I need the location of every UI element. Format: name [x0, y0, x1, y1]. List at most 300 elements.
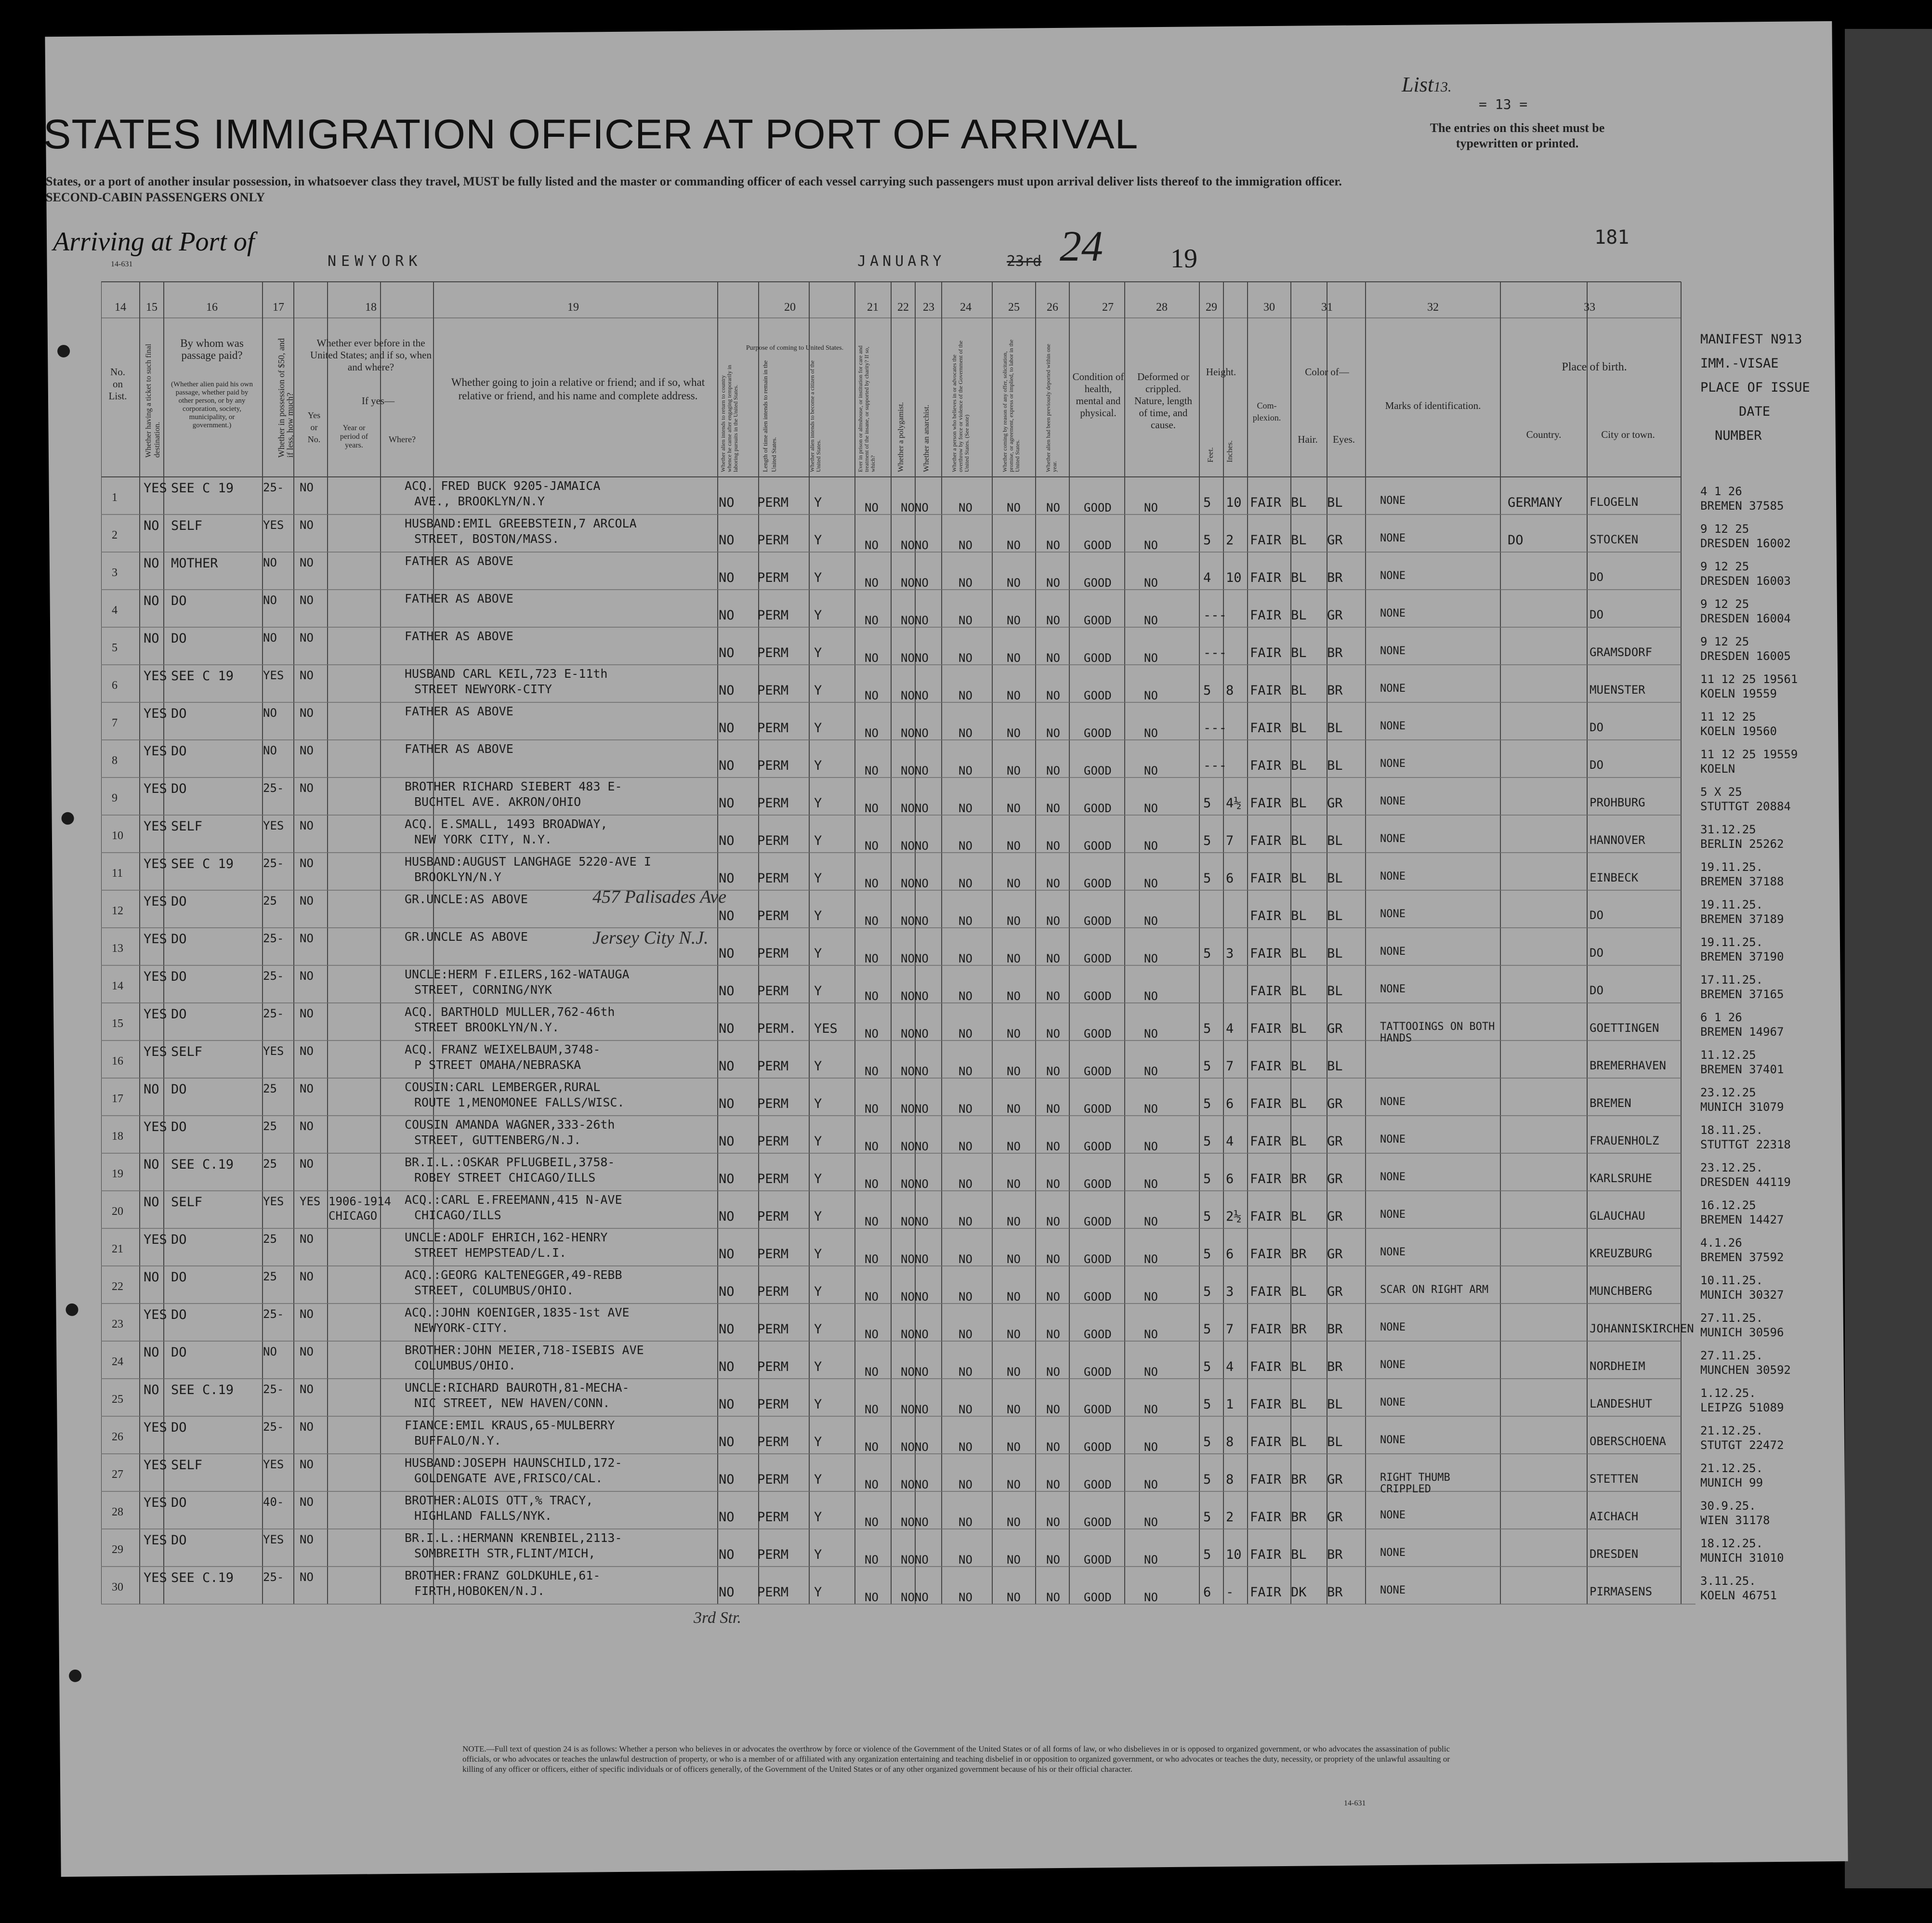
- polygamist-anarchist-value: NONO: [901, 1515, 929, 1529]
- health-value: GOOD: [1084, 1102, 1112, 1116]
- height-inches-value: 4: [1226, 1134, 1234, 1149]
- deformed-value: NO: [1144, 1440, 1158, 1454]
- question-26-value: NO: [1046, 726, 1060, 740]
- eyes-value: BR: [1327, 645, 1343, 660]
- ticket-value: YES: [144, 1044, 167, 1059]
- passage-paid-value: DO: [171, 1082, 187, 1097]
- complexion-value: FAIR: [1250, 495, 1282, 510]
- purpose-citizen-value: Y: [814, 608, 822, 623]
- relative-line-1: BR.I.L.:OSKAR PFLUGBEIL,3758-: [405, 1155, 615, 1169]
- question-26-value: NO: [1046, 1177, 1060, 1191]
- page-edge-strip: [1845, 29, 1932, 1888]
- question-26-value: NO: [1046, 576, 1060, 590]
- hair-value: DK: [1291, 1585, 1307, 1600]
- passage-paid-value: SELF: [171, 1044, 203, 1059]
- health-value: GOOD: [1084, 539, 1112, 552]
- purpose-citizen-value: Y: [814, 1096, 822, 1111]
- money-value: YES: [263, 1044, 284, 1058]
- city-value: DO: [1590, 608, 1603, 621]
- relative-line-1: BR.I.L.:HERMANN KRENBIEL,2113-: [405, 1531, 622, 1545]
- visa-place-number-value: DRESDEN 16003: [1700, 574, 1791, 588]
- header-complexion: Com-plexion.: [1252, 401, 1281, 422]
- hair-value: BL: [1291, 1021, 1307, 1036]
- visa-date-value: 31.12.25: [1700, 823, 1756, 836]
- health-value: GOOD: [1084, 614, 1112, 627]
- question-25-value: NO: [1007, 1478, 1021, 1491]
- row-number: 30: [112, 1581, 123, 1594]
- polygamist-anarchist-value: NONO: [901, 576, 929, 590]
- visa-date-value: 4.1.26: [1700, 1236, 1742, 1250]
- complexion-value: FAIR: [1250, 1284, 1282, 1299]
- complexion-value: FAIR: [1250, 1510, 1282, 1525]
- before-in-us-value: NO: [300, 1082, 314, 1095]
- purpose-length-value: PERM: [757, 1172, 789, 1186]
- hair-value: BL: [1291, 796, 1307, 811]
- deformed-value: NO: [1144, 1102, 1158, 1116]
- passage-paid-value: SEE C.19: [171, 1383, 234, 1397]
- height-feet-value: ---: [1203, 721, 1227, 736]
- before-in-us-value: YES: [300, 1195, 321, 1208]
- ticket-value: YES: [144, 706, 167, 721]
- header-purpose-return: Whether alien intends to return to country whence he came after engaging temporarily in laboring pursuits in the United States.: [720, 365, 739, 472]
- eyes-value: GR: [1327, 1172, 1343, 1186]
- before-in-us-value: NO: [300, 481, 314, 494]
- header-question-26: Whether alien had been previously deported within one year.: [1045, 343, 1058, 472]
- passage-paid-value: SEE C.19: [171, 1570, 234, 1585]
- prison-value: NO: [865, 1365, 879, 1379]
- question-24-value: NO: [959, 614, 973, 627]
- question-24-value: NO: [959, 1365, 973, 1379]
- hair-value: BL: [1291, 871, 1307, 886]
- form-number: 14-631: [111, 260, 133, 268]
- header-money: Whether in possession of $50, and if less, how much?: [276, 338, 295, 458]
- hair-value: BL: [1291, 1096, 1307, 1111]
- purpose-return-value: NO: [719, 1209, 735, 1224]
- visa-date-value: 18.11.25.: [1700, 1123, 1763, 1137]
- height-feet-value: 5: [1203, 1397, 1211, 1412]
- question-24-value: NO: [959, 1440, 973, 1454]
- height-inches-value: 8: [1226, 683, 1234, 698]
- header-before-us: Whether ever before in the United States; and if so, when and where?: [310, 337, 432, 373]
- header-place-of-birth: Place of birth.: [1562, 361, 1627, 373]
- passage-paid-value: DO: [171, 1533, 187, 1548]
- prison-value: NO: [865, 501, 879, 514]
- city-value: OBERSCHOENA: [1590, 1435, 1666, 1448]
- question-24-value: NO: [959, 764, 973, 777]
- health-value: GOOD: [1084, 1252, 1112, 1266]
- height-inches-value: 4: [1226, 1021, 1234, 1036]
- relative-line-2: STREET BROOKLYN/N.Y.: [414, 1020, 560, 1034]
- complexion-value: FAIR: [1250, 1096, 1282, 1111]
- question-26-value: NO: [1046, 839, 1060, 853]
- relative-line-1: COUSIN:CARL LEMBERGER,RURAL: [405, 1080, 601, 1094]
- deformed-value: NO: [1144, 764, 1158, 777]
- height-feet-value: 5: [1203, 1472, 1211, 1487]
- footnote: NOTE.—Full text of question 24 is as follows: Whether a person who believes in or advocates the overthrow by force or violence of the Government of the United States or of all forms of law, or who disbelieves in or is opposed to organized government, or who advocates the assassination of public officials, or who advocates or teaches the unlawful destruction of property, or who is a member of or affiliated with any organization entertaining and teaching disbelief in or opposition to organized government, or who advocates or teaches the duty, necessity, or propriety of the unlawful assaulting or killing of any officer or officers, either of specific individuals or of officers generally, of the Government of the United States or of any other organized government because of his or their official character.: [462, 1744, 1450, 1774]
- question-24-value: NO: [959, 539, 973, 552]
- purpose-length-value: PERM: [757, 1247, 789, 1262]
- ticket-value: YES: [144, 1420, 167, 1435]
- ticket-value: YES: [144, 669, 167, 684]
- money-value: 25-: [263, 1570, 284, 1584]
- polygamist-anarchist-value: NONO: [901, 914, 929, 928]
- city-value: BREMERHAVEN: [1590, 1059, 1666, 1072]
- prison-value: NO: [865, 1403, 879, 1416]
- question-24-value: NO: [959, 952, 973, 965]
- relative-line-2: ROBEY STREET CHICAGO/ILLS: [414, 1171, 596, 1185]
- question-26-value: NO: [1046, 1140, 1060, 1153]
- passage-paid-value: DO: [171, 631, 187, 646]
- city-value: DO: [1590, 758, 1603, 772]
- money-value: NO: [263, 631, 277, 645]
- question-26-value: NO: [1046, 1328, 1060, 1341]
- eyes-value: BL: [1327, 833, 1343, 848]
- polygamist-anarchist-value: NONO: [901, 1215, 929, 1228]
- city-value: GRAMSDORF: [1590, 645, 1653, 659]
- before-in-us-value: NO: [300, 969, 314, 983]
- purpose-return-value: NO: [719, 1322, 735, 1337]
- question-25-value: NO: [1007, 1440, 1021, 1454]
- before-in-us-value: NO: [300, 706, 314, 720]
- relative-line-1: BROTHER:FRANZ GOLDKUHLE,61-: [405, 1568, 601, 1582]
- polygamist-anarchist-value: NONO: [901, 989, 929, 1003]
- relative-line-1: FATHER AS ABOVE: [405, 742, 513, 756]
- height-feet-value: 6: [1203, 1585, 1211, 1600]
- relative-line-1: GR.UNCLE:AS ABOVE: [405, 892, 528, 906]
- complexion-value: FAIR: [1250, 1059, 1282, 1074]
- relative-line-1: ACQ. BARTHOLD MULLER,762-46th: [405, 1005, 615, 1019]
- height-feet-value: 5: [1203, 1134, 1211, 1149]
- visa-place-number-value: WIEN 31178: [1700, 1514, 1770, 1527]
- city-value: MUENSTER: [1590, 683, 1645, 697]
- header-eyes: Eyes.: [1332, 434, 1355, 445]
- date-label: DATE: [1739, 404, 1771, 419]
- hair-value: BL: [1291, 1435, 1307, 1449]
- height-inches-value: 6: [1226, 871, 1234, 886]
- height-inches-value: 10: [1226, 1547, 1242, 1562]
- row-number: 27: [112, 1468, 123, 1481]
- money-value: NO: [263, 706, 277, 720]
- city-value: PIRMASENS: [1590, 1585, 1653, 1598]
- polygamist-anarchist-value: NONO: [901, 1177, 929, 1191]
- row-number: 11: [112, 867, 123, 880]
- question-25-value: NO: [1007, 689, 1021, 702]
- question-26-value: NO: [1046, 989, 1060, 1003]
- ticket-value: YES: [144, 1007, 167, 1022]
- complexion-value: FAIR: [1250, 608, 1282, 623]
- question-24-value: NO: [959, 1328, 973, 1341]
- visa-date-value: 23.12.25: [1700, 1086, 1756, 1099]
- relative-line-2: BROOKLYN/N.Y: [414, 870, 501, 884]
- row-number: 5: [112, 642, 118, 654]
- purpose-citizen-value: Y: [814, 683, 822, 698]
- complexion-value: FAIR: [1250, 1172, 1282, 1186]
- eyes-value: BR: [1327, 1585, 1343, 1600]
- question-26-value: NO: [1046, 1440, 1060, 1454]
- eyes-value: GR: [1327, 1209, 1343, 1224]
- before-in-us-value: NO: [300, 556, 314, 569]
- polygamist-anarchist-value: NONO: [901, 1065, 929, 1078]
- visa-place-number-value: MUNICH 30596: [1700, 1326, 1784, 1339]
- purpose-return-value: NO: [719, 1585, 735, 1600]
- purpose-return-value: NO: [719, 683, 735, 698]
- purpose-return-value: NO: [719, 1435, 735, 1449]
- deformed-value: NO: [1144, 839, 1158, 853]
- visa-date-value: 9 12 25: [1700, 522, 1749, 536]
- column-number: 15: [146, 301, 158, 314]
- before-in-us-value: NO: [300, 1533, 314, 1546]
- question-26-value: NO: [1046, 1403, 1060, 1416]
- complexion-value: FAIR: [1250, 833, 1282, 848]
- purpose-return-value: NO: [719, 1059, 735, 1074]
- question-24-value: NO: [959, 1515, 973, 1529]
- table-grid: [101, 270, 1695, 1855]
- complexion-value: FAIR: [1250, 1547, 1282, 1562]
- year-prefix: 19: [1170, 244, 1197, 274]
- hair-value: BL: [1291, 495, 1307, 510]
- marks-value: NONE: [1380, 983, 1406, 995]
- complexion-value: FAIR: [1250, 570, 1282, 585]
- money-value: YES: [263, 518, 284, 532]
- prison-value: NO: [865, 539, 879, 552]
- row-number: 18: [112, 1130, 123, 1143]
- visa-place-number-value: MUNCHEN 30592: [1700, 1363, 1791, 1377]
- place-of-issue-label: PLACE OF ISSUE: [1700, 380, 1810, 395]
- city-value: NORDHEIM: [1590, 1359, 1645, 1373]
- header-year: Year or period of years.: [340, 424, 368, 449]
- purpose-return-value: NO: [719, 1021, 735, 1036]
- purpose-length-value: PERM: [757, 533, 789, 548]
- prison-value: NO: [865, 1065, 879, 1078]
- money-value: 25: [263, 1270, 277, 1283]
- deformed-value: NO: [1144, 1065, 1158, 1078]
- height-inches-value: 3: [1226, 946, 1234, 961]
- header-purpose-length: Length of time alien intends to remain in the United States.: [762, 360, 777, 472]
- hair-value: BL: [1291, 1359, 1307, 1374]
- height-feet-value: ---: [1203, 758, 1227, 773]
- eyes-value: GR: [1327, 533, 1343, 548]
- row-number: 15: [112, 1017, 123, 1030]
- purpose-length-value: PERM: [757, 1435, 789, 1449]
- purpose-length-value: PERM: [757, 871, 789, 886]
- purpose-citizen-value: Y: [814, 533, 822, 548]
- purpose-return-value: NO: [719, 1284, 735, 1299]
- city-value: FLOGELN: [1590, 495, 1639, 509]
- passage-paid-value: DO: [171, 932, 187, 947]
- question-25-value: NO: [1007, 1140, 1021, 1153]
- city-value: KARLSRUHE: [1590, 1172, 1653, 1185]
- marks-value: NONE: [1380, 1359, 1406, 1371]
- visa-date-value: 17.11.25.: [1700, 973, 1763, 987]
- visa-place-number-value: BREMEN 37592: [1700, 1251, 1784, 1264]
- header-question-24: Whether a person who believes in or advocates the overthrow by force or violence of the Government of the United States. (See note): [951, 341, 970, 472]
- header-passage-note: (Whether alien paid his own passage, whether paid by other person, or by any corporation, society, municipality, or government.): [171, 381, 253, 429]
- passage-paid-value: DO: [171, 894, 187, 909]
- health-value: GOOD: [1084, 1403, 1112, 1416]
- question-25-value: NO: [1007, 1365, 1021, 1379]
- row-number: 22: [112, 1280, 123, 1293]
- complexion-value: FAIR: [1250, 1209, 1282, 1224]
- city-value: GOETTINGEN: [1590, 1021, 1659, 1035]
- relative-line-1: UNCLE:HERM F.EILERS,162-WATAUGA: [405, 967, 630, 981]
- relative-line-2: NEWYORK-CITY.: [414, 1321, 509, 1335]
- height-feet-value: 5: [1203, 1247, 1211, 1262]
- ticket-value: YES: [144, 1570, 167, 1585]
- purpose-length-value: PERM: [757, 495, 789, 510]
- visa-place-number-value: BREMEN 37189: [1700, 912, 1784, 926]
- complexion-value: FAIR: [1250, 796, 1282, 811]
- question-24-value: NO: [959, 839, 973, 853]
- header-no-on-list: No. on List.: [108, 366, 127, 402]
- eyes-value: GR: [1327, 1021, 1343, 1036]
- ticket-value: YES: [144, 1495, 167, 1510]
- column-number: 27: [1102, 301, 1114, 314]
- height-inches-value: 7: [1226, 833, 1234, 848]
- visa-place-number-value: MUNICH 31010: [1700, 1551, 1784, 1565]
- visa-place-number-value: BREMEN 14427: [1700, 1213, 1784, 1226]
- complexion-value: FAIR: [1250, 1359, 1282, 1374]
- city-value: GLAUCHAU: [1590, 1209, 1645, 1223]
- ticket-value: NO: [144, 1270, 159, 1285]
- relative-line-1: BROTHER:ALOIS OTT,% TRACY,: [405, 1493, 593, 1507]
- row-number: 16: [112, 1055, 123, 1067]
- purpose-return-value: NO: [719, 1247, 735, 1262]
- question-24-value: NO: [959, 1591, 973, 1604]
- health-value: GOOD: [1084, 576, 1112, 590]
- visa-date-value: 21.12.25.: [1700, 1462, 1763, 1475]
- deformed-value: NO: [1144, 726, 1158, 740]
- purpose-return-value: NO: [719, 1134, 735, 1149]
- prison-value: NO: [865, 1328, 879, 1341]
- height-feet-value: 5: [1203, 495, 1211, 510]
- eyes-value: BL: [1327, 1397, 1343, 1412]
- header-city: City or town.: [1601, 429, 1655, 440]
- row-number: 28: [112, 1506, 123, 1518]
- binder-hole: [66, 1304, 78, 1316]
- relative-line-1: FATHER AS ABOVE: [405, 629, 513, 643]
- prison-value: NO: [865, 877, 879, 890]
- height-feet-value: 5: [1203, 833, 1211, 848]
- relative-line-1: FATHER AS ABOVE: [405, 554, 513, 568]
- purpose-length-value: PERM: [757, 796, 789, 811]
- purpose-length-value: PERM: [757, 1585, 789, 1600]
- question-25-value: NO: [1007, 1065, 1021, 1078]
- visa-date-value: 19.11.25.: [1700, 935, 1763, 949]
- marks-value: NONE: [1380, 1133, 1406, 1146]
- question-26-value: NO: [1046, 1252, 1060, 1266]
- complexion-value: FAIR: [1250, 1021, 1282, 1036]
- question-26-value: NO: [1046, 1102, 1060, 1116]
- question-26-value: NO: [1046, 802, 1060, 815]
- purpose-return-value: NO: [719, 608, 735, 623]
- passage-paid-value: DO: [171, 1007, 187, 1022]
- passage-paid-value: DO: [171, 969, 187, 984]
- header-passage-paid: By whom was passage paid?: [180, 337, 244, 361]
- hair-value: BL: [1291, 1547, 1307, 1562]
- height-feet-value: 5: [1203, 1021, 1211, 1036]
- visa-date-value: 21.12.25.: [1700, 1424, 1763, 1437]
- height-feet-value: 5: [1203, 871, 1211, 886]
- money-value: 25: [263, 1120, 277, 1133]
- prison-value: NO: [865, 1440, 879, 1454]
- question-25-value: NO: [1007, 726, 1021, 740]
- question-25-value: NO: [1007, 1215, 1021, 1228]
- visa-date-value: 3.11.25.: [1700, 1574, 1756, 1588]
- header-where: Where?: [389, 435, 416, 444]
- purpose-citizen-value: Y: [814, 909, 822, 923]
- prison-value: NO: [865, 1102, 879, 1116]
- marks-value: NONE: [1380, 1096, 1406, 1108]
- question-24-value: NO: [959, 1027, 973, 1041]
- column-number: 33: [1584, 301, 1595, 314]
- header-relative: Whether going to join a relative or friend; and if so, what relative or friend, and his name and complete address.: [451, 376, 705, 402]
- visa-place-number-value: STUTTGT 22318: [1700, 1138, 1791, 1151]
- relative-line-2: STREET NEWYORK-CITY: [414, 682, 552, 696]
- height-inches-value: 10: [1226, 495, 1242, 510]
- hair-value: BR: [1291, 1247, 1307, 1262]
- money-value: YES: [263, 819, 284, 832]
- money-value: 25: [263, 1157, 277, 1171]
- before-in-us-value: NO: [300, 781, 314, 795]
- eyes-value: BR: [1327, 570, 1343, 585]
- before-in-us-value: NO: [300, 856, 314, 870]
- question-26-value: NO: [1046, 1591, 1060, 1604]
- complexion-value: FAIR: [1250, 1585, 1282, 1600]
- relative-line-1: BROTHER RICHARD SIEBERT 483 E-: [405, 779, 622, 793]
- marks-value: NONE: [1380, 645, 1406, 657]
- health-value: GOOD: [1084, 1365, 1112, 1379]
- column-number: 21: [867, 301, 879, 314]
- complexion-value: FAIR: [1250, 758, 1282, 773]
- column-number: 23: [923, 301, 934, 314]
- eyes-value: BR: [1327, 1359, 1343, 1374]
- passage-paid-value: SELF: [171, 1458, 203, 1473]
- height-inches-value: 8: [1226, 1435, 1234, 1449]
- height-feet-value: 5: [1203, 946, 1211, 961]
- number-label: NUMBER: [1715, 428, 1762, 443]
- purpose-return-value: NO: [719, 1397, 735, 1412]
- purpose-return-value: NO: [719, 1096, 735, 1111]
- purpose-citizen-value: Y: [814, 984, 822, 999]
- visa-date-value: 4 1 26: [1700, 485, 1742, 498]
- hair-value: BL: [1291, 758, 1307, 773]
- eyes-value: BL: [1327, 984, 1343, 999]
- hair-value: BL: [1291, 1059, 1307, 1074]
- height-inches-value: 4½: [1226, 796, 1242, 811]
- column-number: 26: [1047, 301, 1058, 314]
- ticket-value: NO: [144, 1195, 159, 1210]
- row-number: 3: [112, 566, 118, 579]
- question-24-value: NO: [959, 1065, 973, 1078]
- height-inches-value: 7: [1226, 1059, 1234, 1074]
- prison-value: NO: [865, 1177, 879, 1191]
- visa-place-number-value: DRESDEN 16004: [1700, 612, 1791, 625]
- purpose-citizen-value: Y: [814, 1209, 822, 1224]
- before-in-us-value: NO: [300, 1120, 314, 1133]
- height-inches-value: 8: [1226, 1472, 1234, 1487]
- deformed-value: NO: [1144, 689, 1158, 702]
- deformed-value: NO: [1144, 952, 1158, 965]
- question-26-value: NO: [1046, 689, 1060, 702]
- passage-paid-value: SEE C 19: [171, 669, 234, 684]
- ticket-value: YES: [144, 969, 167, 984]
- marks-value: NONE: [1380, 908, 1406, 920]
- ticket-value: NO: [144, 1383, 159, 1397]
- hair-value: BL: [1291, 1209, 1307, 1224]
- purpose-length-value: PERM: [757, 1322, 789, 1337]
- ticket-value: YES: [144, 744, 167, 759]
- before-in-us-value: NO: [300, 1383, 314, 1396]
